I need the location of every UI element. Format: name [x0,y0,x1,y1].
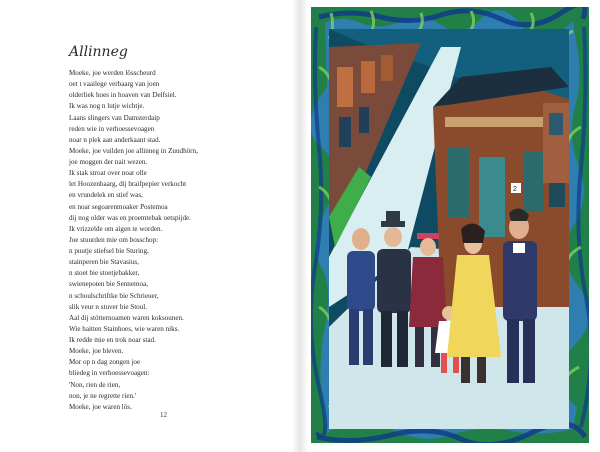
poem-line: Ik redde mie en trok noar stad. [69,336,156,344]
poem-line: en vrundelek en stief was, [69,191,143,200]
poem-line: swienepoten bie Sennemoa, [69,280,148,289]
poem-line: Aal dij stötternoamen waren koksounen. [69,313,184,322]
poem-line: non, je ne regrette rien.' [69,391,137,400]
poem-line: Wie haitten Stainhoes, wie waren niks. [69,324,180,333]
poem-line: n stoet bie stoetjebakker, [69,269,140,278]
poem-line: olderliek hoes in hoaven van Delfsiel. [69,91,177,100]
page-number: 12 [160,411,167,419]
poem-line: stainperen bie Stavasius, [69,258,139,267]
poem-line: n schoulschriftke bie Schrieuer, [69,291,159,300]
poem-line: slik veur n stuver bie Stoul. [69,302,148,311]
poem-line: 'Non, rien de rien, [69,380,121,389]
svg-text:2: 2 [513,186,517,193]
poem-line: Joe stuurden mie om bosschop: [69,235,159,244]
poem-line: Mor op n dag zongen joe [69,358,141,367]
poem-line: let Hoozenbaarg, dij braifpepier verkocht [69,180,187,189]
building-door [479,157,505,237]
poem-line: oet t vaailege verbaarg van joen [69,80,160,89]
poem-line: bliedeg in verhoessevoagen: [69,369,150,378]
poem-line: Moeke, joe bleven. [69,347,124,356]
poem-line: Moeke, joe waren lös. [69,402,132,411]
poem-line: noar n plek aan anderkaant stad. [69,135,161,144]
poem-line: Ik vrizzelde om aigen te worden. [69,224,163,233]
poem-line: n puutje stiefsel bie Sturing, [69,247,149,255]
poem-line: dij nog older was en proemtebak oetspijde. [69,213,191,222]
poem-line: Ik was nog n lutje wichtje. [69,102,145,111]
poem-line: Laans slingers van Damsterdaip [69,113,160,122]
poem-line: Moeke, joe werden lösscheurd [69,69,156,77]
poem-body [69,68,294,413]
poem-line: Ik stak stroat over noar olle [69,169,147,178]
book-gutter [292,0,308,452]
street-painting [311,7,589,443]
poem-title: Allinneg [69,44,128,60]
poem-line: joe moggen der nait wezen. [69,158,148,166]
poem-line: reden wie in verhoessevoagen [69,124,155,133]
poem-line: en noar segoarenmoaker Postemoa [69,202,168,211]
poem-line: Moeke, joe vuilden joe allinneg in Zuudhörn, [69,146,198,155]
